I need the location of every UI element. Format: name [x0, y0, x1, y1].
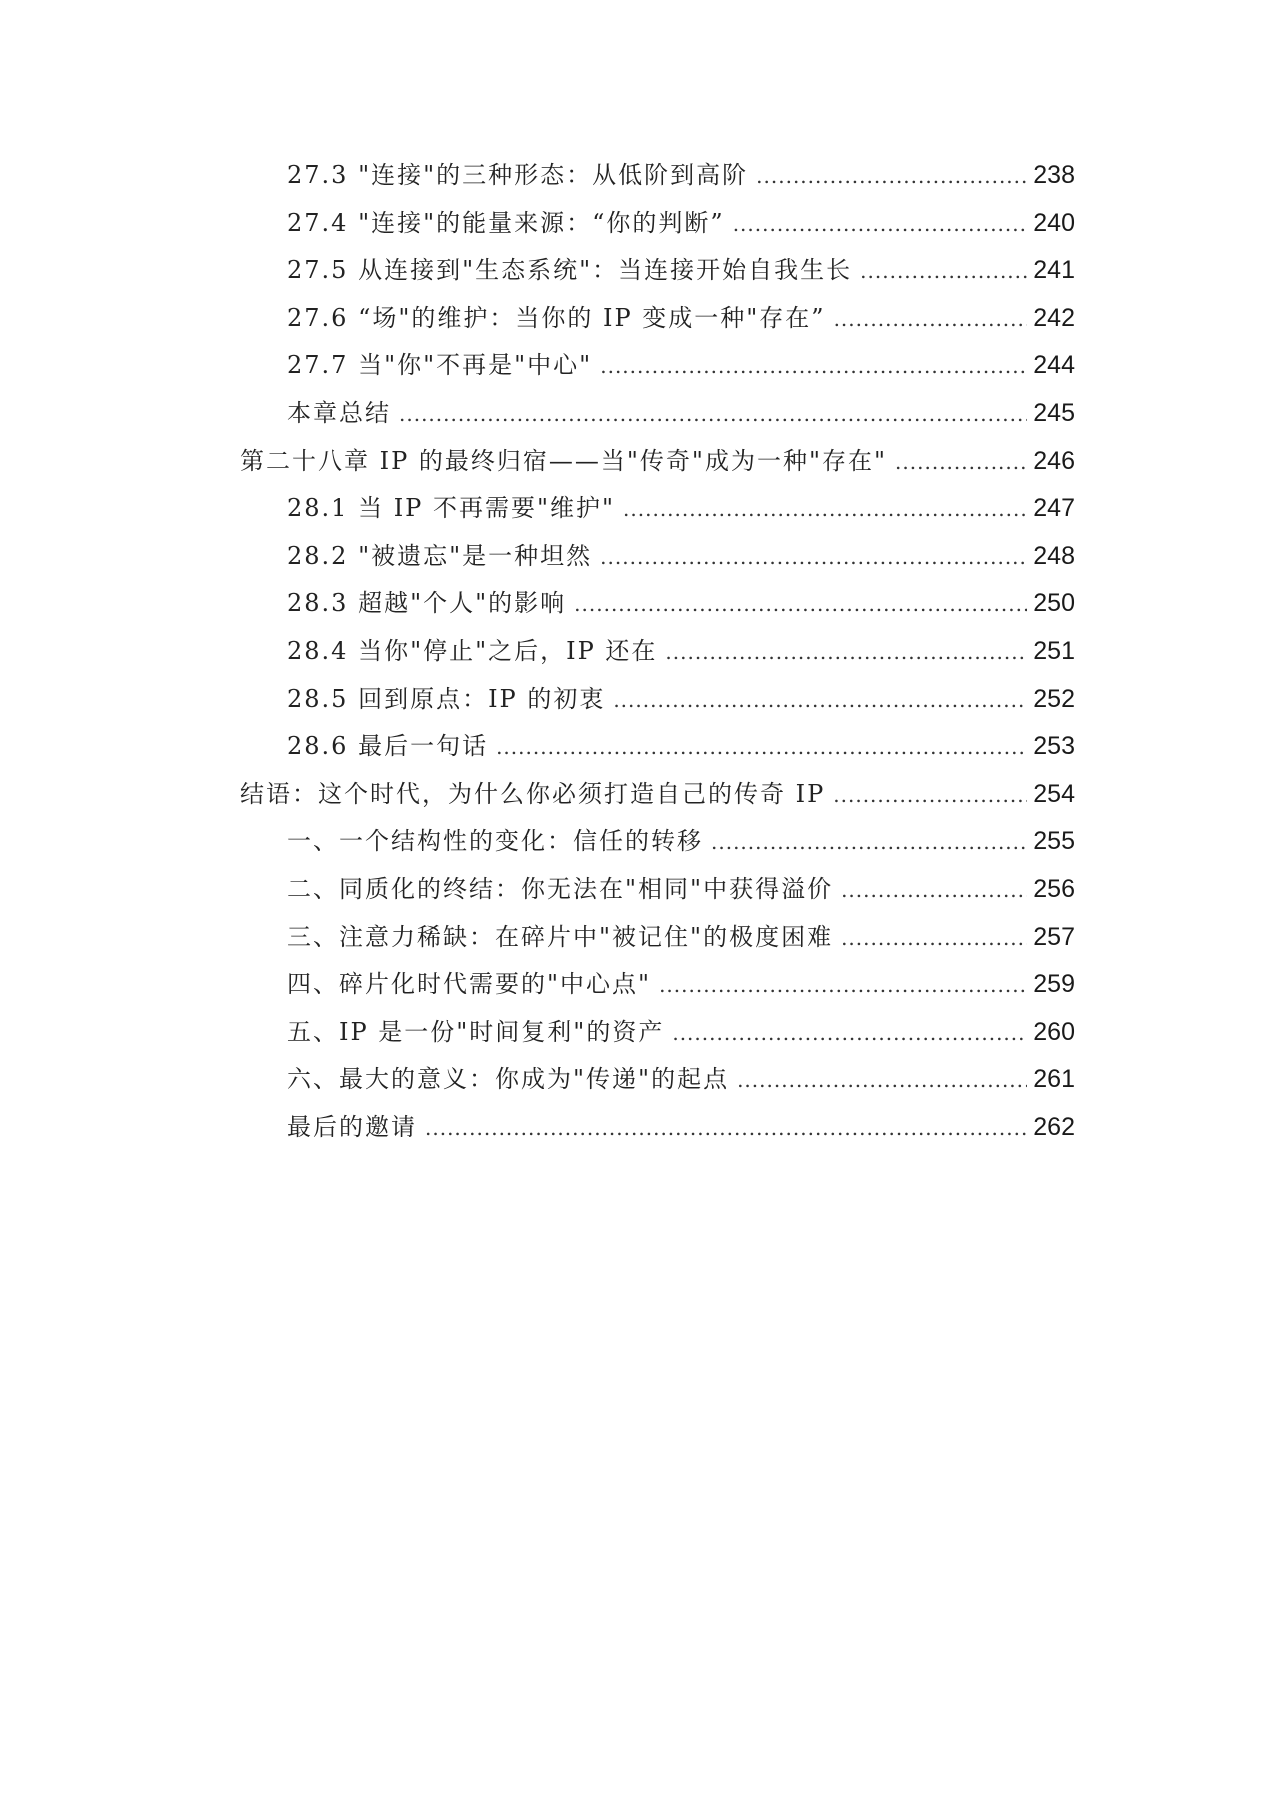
toc-entry-title: 27.4 "连接"的能量来源：“你的判断”: [287, 208, 725, 237]
dot-leader: [841, 915, 1027, 963]
toc-entry-page-number: 242: [1033, 303, 1075, 332]
toc-entry-page-number: 251: [1033, 636, 1075, 665]
toc-entry-title: 28.3 超越"个人"的影响: [287, 589, 567, 618]
toc-entry-page-number: 252: [1033, 684, 1075, 713]
toc-section-entry[interactable]: [240, 247, 1075, 295]
toc-section-entry[interactable]: [240, 818, 1075, 866]
toc-entry-page-number: 253: [1033, 732, 1075, 761]
toc-entry-page-number: 246: [1033, 446, 1075, 475]
toc-entry-title: 27.5 从连接到"生态系统"：当连接开始自我生长: [287, 256, 853, 285]
toc-entry-page-number: 259: [1033, 970, 1075, 999]
toc-entry-page-number: 260: [1033, 1017, 1075, 1046]
toc-section-entry[interactable]: [240, 1104, 1075, 1152]
dot-leader: [623, 486, 1027, 534]
toc-entry-page-number: 254: [1033, 779, 1075, 808]
toc-entry-title: 28.1 当 IP 不再需要"维护": [287, 494, 616, 523]
toc-entry-title: 最后的邀请: [287, 1112, 417, 1141]
dot-leader: [860, 248, 1027, 296]
dot-leader: [756, 153, 1027, 201]
toc-entry-page-number: 256: [1033, 874, 1075, 903]
toc-entry-page-number: 244: [1033, 351, 1075, 380]
toc-entry-page-number: 255: [1033, 827, 1075, 856]
toc-entry-page-number: 245: [1033, 398, 1075, 427]
toc-entry-title: 28.2 "被遗忘"是一种坦然: [287, 541, 593, 570]
toc-entry-page-number: 247: [1033, 494, 1075, 523]
dot-leader: [841, 867, 1027, 915]
toc-section-entry[interactable]: [240, 390, 1075, 438]
toc-entry-title: 二、同质化的终结：你无法在"相同"中获得溢价: [287, 874, 834, 903]
toc-entry-title: 三、注意力稀缺：在碎片中"被记住"的极度困难: [287, 922, 834, 951]
toc-section-entry[interactable]: [240, 1009, 1075, 1057]
dot-leader: [711, 819, 1027, 867]
dot-leader: [834, 296, 1027, 344]
dot-leader: [399, 391, 1027, 439]
toc-section-entry[interactable]: [240, 342, 1075, 390]
toc-entry-title: 本章总结: [287, 398, 391, 427]
toc-entry-title: 第二十八章 IP 的最终归宿——当"传奇"成为一种"存在": [240, 446, 888, 475]
dot-leader: [895, 439, 1027, 487]
toc-entry-title: 28.4 当你"停止"之后，IP 还在: [287, 636, 658, 665]
toc-section-entry[interactable]: [240, 485, 1075, 533]
toc-entry-page-number: 248: [1033, 541, 1075, 570]
toc-entry-title: 28.6 最后一句话: [287, 732, 489, 761]
toc-entry-page-number: 238: [1033, 161, 1075, 189]
toc-chapter-entry[interactable]: [240, 771, 1075, 819]
dot-leader: [496, 724, 1027, 772]
toc-entry-title: 五、IP 是一份"时间复利"的资产: [287, 1017, 665, 1046]
toc-entry-page-number: 257: [1033, 922, 1075, 951]
toc-entry-title: 27.6 “场"的维护：当你的 IP 变成一种"存在”: [287, 303, 826, 332]
toc-section-entry[interactable]: [240, 1056, 1075, 1104]
dot-leader: [659, 962, 1027, 1010]
table-of-contents: [240, 152, 1075, 1151]
dot-leader: [574, 581, 1027, 629]
toc-chapter-entry[interactable]: [240, 438, 1075, 486]
toc-section-entry[interactable]: [240, 866, 1075, 914]
toc-section-entry[interactable]: [240, 580, 1075, 628]
toc-entry-title: 27.7 当"你"不再是"中心": [287, 351, 593, 380]
toc-entry-page-number: 250: [1033, 589, 1075, 618]
toc-entry-page-number: 261: [1033, 1065, 1075, 1094]
toc-entry-page-number: 262: [1033, 1112, 1075, 1141]
toc-section-entry[interactable]: [240, 628, 1075, 676]
toc-section-entry[interactable]: [240, 676, 1075, 724]
toc-entry-title: 28.5 回到原点：IP 的初衷: [287, 684, 606, 713]
toc-section-entry[interactable]: [240, 200, 1075, 248]
dot-leader: [833, 772, 1027, 820]
toc-section-entry[interactable]: [240, 533, 1075, 581]
dot-leader: [733, 201, 1027, 249]
toc-entry-page-number: 241: [1033, 256, 1075, 285]
toc-section-entry[interactable]: [240, 914, 1075, 962]
dot-leader: [600, 343, 1027, 391]
toc-entry-page-number: 240: [1033, 208, 1075, 237]
dot-leader: [425, 1105, 1027, 1153]
toc-entry-title: 结语：这个时代，为什么你必须打造自己的传奇 IP: [240, 779, 826, 808]
toc-entry-title: 27.3 "连接"的三种形态：从低阶到高阶: [287, 161, 749, 189]
toc-entry-title: 六、最大的意义：你成为"传递"的起点: [287, 1065, 730, 1094]
toc-section-entry[interactable]: [240, 961, 1075, 1009]
dot-leader: [672, 1010, 1027, 1058]
toc-entry-title: 一、一个结构性的变化：信任的转移: [287, 827, 703, 856]
toc-entry-title: 四、碎片化时代需要的"中心点": [287, 970, 652, 999]
toc-section-entry[interactable]: [240, 723, 1075, 771]
toc-section-entry[interactable]: [240, 295, 1075, 343]
dot-leader: [665, 629, 1027, 677]
dot-leader: [613, 677, 1027, 725]
toc-section-entry[interactable]: [240, 152, 1075, 200]
dot-leader: [737, 1057, 1027, 1105]
dot-leader: [600, 534, 1027, 582]
